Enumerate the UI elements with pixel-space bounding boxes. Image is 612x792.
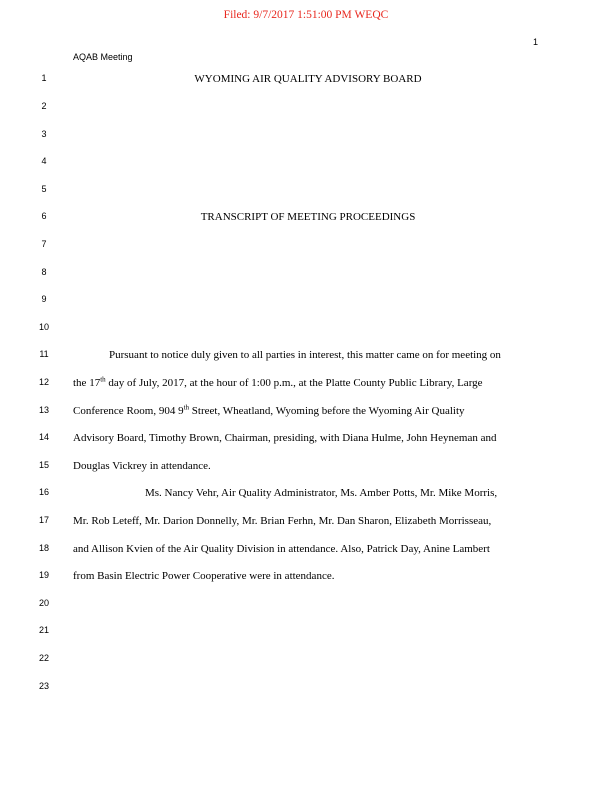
superscript-ordinal: th: [183, 403, 190, 412]
line-number: 4: [41, 156, 47, 166]
transcript-line-9: [0, 293, 612, 307]
transcript-line-13: [0, 404, 612, 418]
text-segment: the 17: [73, 377, 101, 389]
transcript-line-22: [0, 652, 612, 666]
line-number: 10: [38, 322, 49, 332]
transcript-text: Mr. Rob Leteff, Mr. Darion Donnelly, Mr. Brian Ferhn, Mr. Dan Sharon, Elizabeth Morrisseau,: [73, 515, 492, 527]
line-number: 19: [38, 570, 49, 580]
line-number: 20: [38, 598, 49, 608]
transcript-text: Douglas Vickrey in attendance.: [73, 460, 211, 472]
page-number: 1: [533, 37, 539, 47]
transcript-line-7: [0, 238, 612, 252]
text-segment: Street, Wheatland, Wyoming before the Wyoming Air Quality: [189, 405, 465, 417]
transcript-line-3: [0, 128, 612, 142]
line-number: 18: [38, 543, 49, 553]
running-header: AQAB Meeting: [73, 52, 133, 62]
transcript-line-11: [0, 348, 612, 362]
transcript-line-20: [0, 597, 612, 611]
line-number: 15: [38, 460, 49, 470]
transcript-line-21: [0, 624, 612, 638]
line-number: 3: [41, 129, 47, 139]
transcript-line-12: [0, 376, 612, 390]
transcript-text: Ms. Nancy Vehr, Air Quality Administrator, Ms. Amber Potts, Mr. Mike Morris,: [145, 487, 498, 499]
transcript-line-6: [0, 210, 612, 224]
line-number: 14: [38, 432, 49, 442]
text-segment: Conference Room, 904 9: [73, 405, 184, 417]
line-number: 8: [41, 267, 47, 277]
transcript-line-5: [0, 183, 612, 197]
document-title: WYOMING AIR QUALITY ADVISORY BOARD: [194, 73, 422, 85]
line-number: 22: [38, 653, 49, 663]
transcript-line-23: [0, 680, 612, 694]
text-segment: day of July, 2017, at the hour of 1:00 p.m., at the Platte County Public Library, Large: [105, 377, 483, 389]
transcript-line-1: [0, 72, 612, 86]
filed-stamp: Filed: 9/7/2017 1:51:00 PM WEQC: [223, 9, 389, 21]
transcript-text: Pursuant to notice duly given to all parties in interest, this matter came on for meeting on: [109, 349, 501, 361]
transcript-text: [73, 404, 543, 418]
transcript-line-18: [0, 542, 612, 556]
transcript-line-10: [0, 321, 612, 335]
line-number: 1: [41, 73, 47, 83]
transcript-line-4: [0, 155, 612, 169]
line-number: 2: [41, 101, 47, 111]
transcript-line-2: [0, 100, 612, 114]
line-number: 6: [41, 211, 47, 221]
line-number: 16: [38, 487, 49, 497]
line-number: 13: [38, 405, 49, 415]
transcript-text: Advisory Board, Timothy Brown, Chairman, presiding, with Diana Hulme, John Heyneman and: [73, 432, 497, 444]
transcript-line-16: [0, 486, 612, 500]
line-number: 12: [38, 377, 49, 387]
superscript-ordinal: th: [100, 375, 106, 384]
transcript-line-14: [0, 431, 612, 445]
line-number: 5: [41, 184, 47, 194]
line-number: 17: [38, 515, 49, 525]
transcript-line-17: [0, 514, 612, 528]
transcript-line-19: [0, 569, 612, 583]
line-number: 21: [38, 625, 49, 635]
line-number: 11: [39, 349, 49, 359]
transcript-text: and Allison Kvien of the Air Quality Division in attendance. Also, Patrick Day, Anine Lambert: [73, 543, 490, 555]
transcript-text: [73, 376, 543, 390]
transcript-line-15: [0, 459, 612, 473]
line-number: 7: [41, 239, 47, 249]
line-number: 9: [41, 294, 47, 304]
transcript-line-8: [0, 266, 612, 280]
transcript-text: from Basin Electric Power Cooperative were in attendance.: [73, 570, 335, 582]
line-number: 23: [38, 681, 49, 691]
document-subtitle: TRANSCRIPT OF MEETING PROCEEDINGS: [200, 211, 416, 223]
